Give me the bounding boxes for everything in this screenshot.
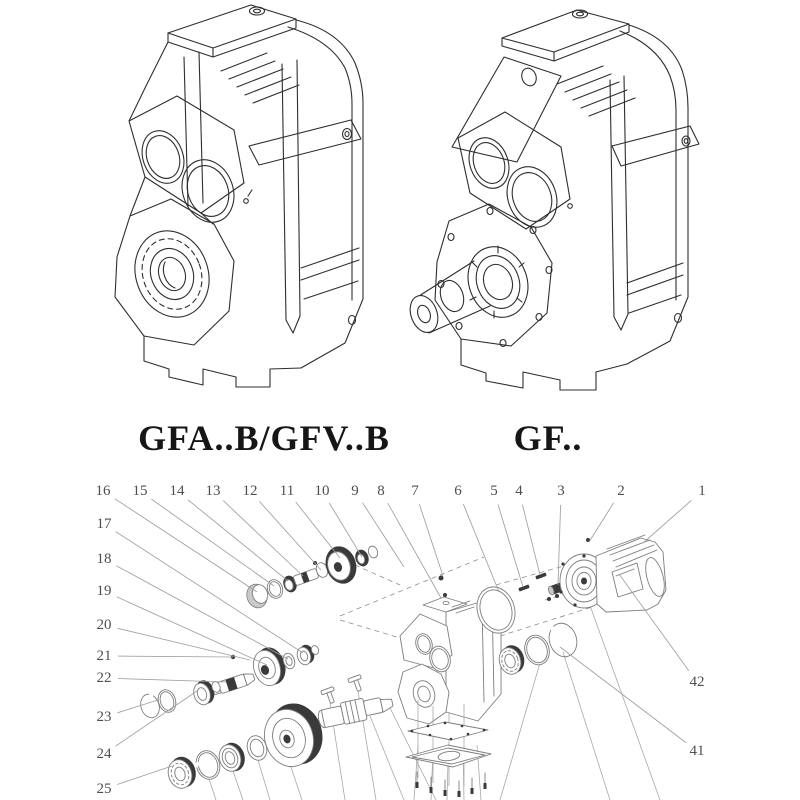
roller-bearing — [165, 753, 200, 791]
callout-2: 2 — [617, 483, 625, 499]
electric-motor — [559, 535, 668, 612]
callout-13: 13 — [205, 483, 221, 499]
vertical-rib — [282, 60, 300, 333]
callout-leader-25 — [117, 766, 172, 785]
output-gear — [257, 696, 330, 773]
output-shaft — [316, 692, 394, 729]
vertical-rib — [610, 76, 628, 330]
callout-leader-2 — [589, 503, 614, 542]
callout-24: 24 — [96, 746, 112, 762]
callout-17: 17 — [96, 516, 112, 532]
housing-bolt-top — [439, 576, 444, 581]
callout-7: 7 — [411, 483, 419, 499]
shaft-key-1 — [321, 687, 338, 706]
callout-leader-12 — [259, 501, 321, 570]
callout-9: 9 — [351, 483, 359, 499]
callout-leader-21 — [118, 656, 233, 657]
gear-bore-collar — [458, 112, 570, 229]
callout-11: 11 — [279, 483, 295, 499]
input-shaft-piece — [293, 568, 319, 586]
oil-plug — [250, 7, 265, 15]
top-mount-plate — [168, 5, 296, 48]
callout-8: 8 — [377, 483, 385, 499]
bearing-face — [115, 199, 234, 345]
callout-leader-5 — [498, 504, 523, 587]
callout-25: 25 — [96, 781, 112, 797]
output-shaft — [405, 261, 490, 336]
callout-20: 20 — [96, 617, 112, 633]
callout-12: 12 — [242, 483, 258, 499]
left-gearbox-drawing — [115, 5, 363, 387]
intermediate-gear — [249, 644, 290, 690]
callout-leader-18 — [116, 566, 288, 659]
flange-bolt-holes — [438, 208, 552, 347]
callout-leader-4 — [522, 505, 540, 575]
cover-bolts — [416, 772, 487, 797]
exploded-parts-diagram — [96, 483, 706, 800]
callout-3: 3 — [557, 483, 565, 499]
mounting-feet — [144, 336, 301, 387]
shaft-hub — [458, 238, 537, 325]
callout-15: 15 — [132, 483, 148, 499]
callout-leader-23 — [117, 700, 158, 713]
callout-41: 41 — [689, 743, 705, 759]
callout-leader-1 — [643, 500, 692, 543]
callout-leader-15 — [151, 499, 274, 586]
callout-21: 21 — [96, 648, 112, 664]
gusset-plate — [452, 57, 561, 162]
front-column — [184, 52, 203, 206]
callout-14: 14 — [169, 483, 185, 499]
callout-leader-6 — [463, 504, 499, 592]
circlip-large — [545, 620, 581, 661]
callout-6: 6 — [454, 483, 462, 499]
callout-leader-20 — [118, 628, 250, 660]
cooling-fins — [221, 53, 299, 103]
output-bearing — [123, 220, 221, 327]
callout-19: 19 — [96, 583, 112, 599]
shaft-key-2 — [348, 675, 365, 694]
bottom-gasket — [408, 722, 488, 741]
callout-leader-8 — [388, 503, 441, 598]
right-gearbox-drawing — [405, 10, 699, 390]
callout-22: 22 — [96, 670, 112, 686]
model-label-left: GFA..B/GFV..B — [138, 418, 390, 458]
mounting-feet — [461, 339, 627, 390]
pinion-gear — [321, 542, 361, 587]
cooling-fins — [557, 66, 635, 116]
callout-23: 23 — [96, 709, 112, 725]
callout-leader-22 — [118, 679, 226, 683]
callout-leader-9 — [363, 503, 404, 567]
callout-5: 5 — [490, 483, 498, 499]
callout-1: 1 — [698, 483, 706, 499]
callout-42: 42 — [689, 674, 705, 690]
mounting-bar — [249, 120, 361, 165]
callout-18: 18 — [96, 551, 112, 567]
callout-leader-14 — [188, 500, 288, 581]
oil-seal — [216, 740, 249, 775]
model-label-right: GF.. — [513, 418, 583, 458]
callout-10: 10 — [314, 483, 330, 499]
callout-4: 4 — [515, 483, 523, 499]
top-mount-plate — [502, 10, 629, 52]
callout-leader-3 — [558, 505, 561, 585]
callout-leader-41 — [560, 647, 686, 743]
callout-16: 16 — [95, 483, 111, 499]
